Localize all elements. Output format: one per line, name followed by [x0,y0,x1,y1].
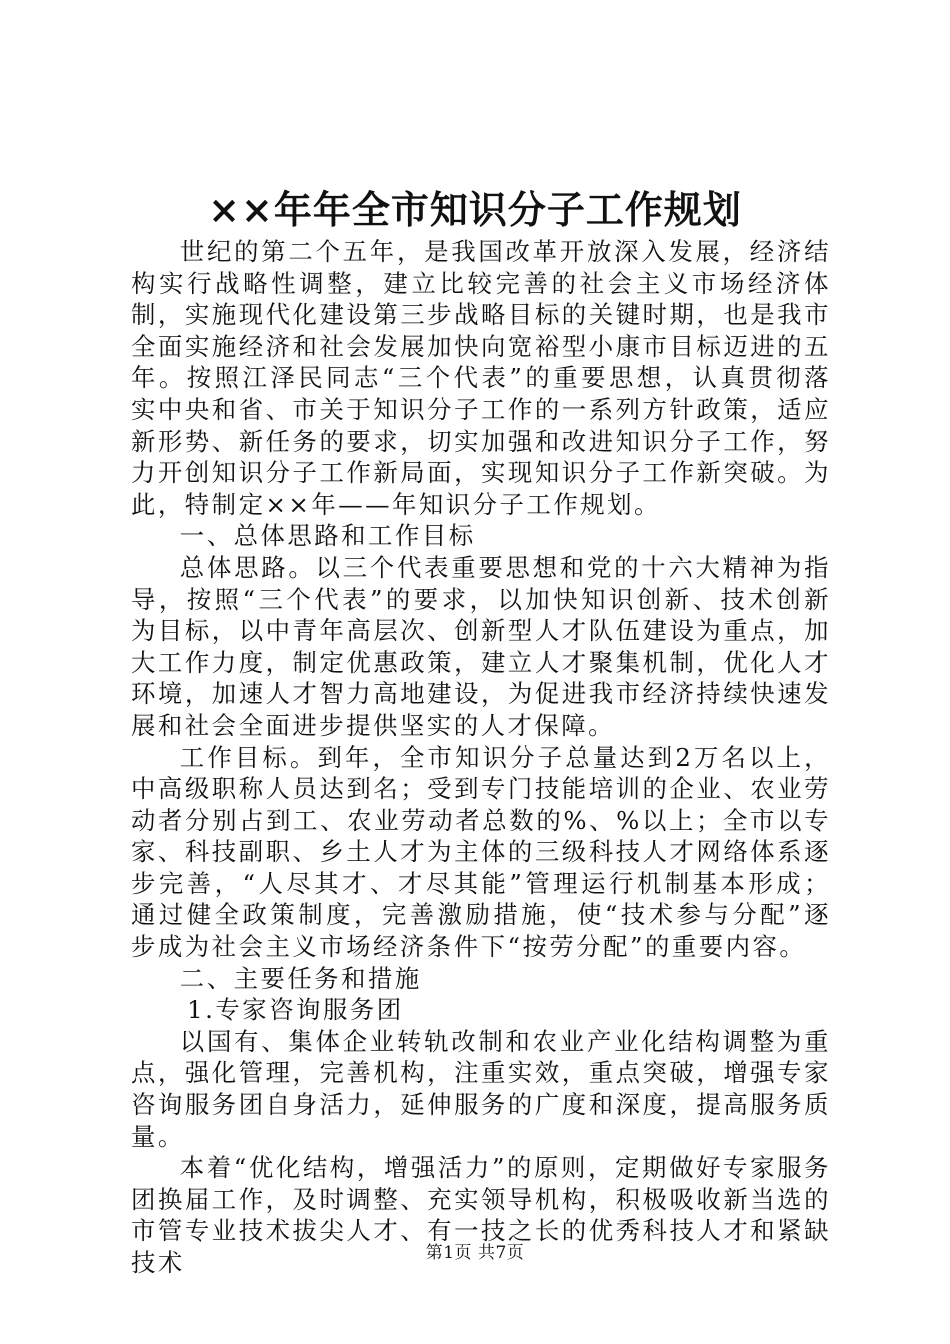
expert-service-paragraph-1: 以国有、集体企业转轨改制和农业产业化结构调整为重点，强化管理，完善机构，注重实效，重点突破，增强专家咨询服务团自身活力，延伸服务的广度和深度，提高服务质量。 [131,1026,831,1151]
section-heading-1: 一、总体思路和工作目标 [179,521,476,551]
subsection-heading-1: 1.专家咨询服务团 [187,995,404,1025]
page-footer: 第1页 共7页 [425,1243,525,1263]
work-goals-paragraph: 工作目标。到年，全市知识分子总量达到2万名以上，中高级职称人员达到名；受到专门技能培训的企业、农业劳动者分别占到工、农业劳动者总数的%、%以上；全市以专家、科技副职、乡土人才为主体的三级科技人才网络体系逐步完善，“人尽其才、才尽其能”管理运行机制基本形成；通过健全政策制度，完善激励措施，使“技术参与分配”逐步成为社会主义市场经济条件下“按劳分配”的重要内容。 [131,742,831,962]
document-body [131,236,831,1279]
section-heading-2: 二、主要任务和措施 [179,963,422,993]
general-approach-paragraph: 总体思路。以三个代表重要思想和党的十六大精神为指导，按照“三个代表”的要求，以加快知识创新、技术创新为目标，以中青年高层次、创新型人才队伍建设为重点，加大工作力度，制定优惠政策，建立人才聚集机制，优化人才环境，加速人才智力高地建设，为促进我市经济持续快速发展和社会全面进步提供坚实的人才保障。 [131,552,831,740]
document-title: ××年年全市知识分子工作规划 [208,187,742,232]
expert-service-paragraph-2: 本着“优化结构，增强活力”的原则，定期做好专家服务团换届工作，及时调整、充实领导机构，积极吸收新当选的市管专业技术拔尖人才、有一技之长的优秀科技人才和紧缺技术 [131,1153,831,1277]
intro-paragraph: 世纪的第二个五年，是我国改革开放深入发展，经济结构实行战略性调整，建立比较完善的社会主义市场经济体制，实施现代化建设第三步战略目标的关键时期，也是我市全面实施经济和社会发展加快向宽裕型小康市目标迈进的五年。按照江泽民同志“三个代表”的重要思想，认真贯彻落实中央和省、市关于知识分子工作的一系列方针政策，适应新形势、新任务的要求，切实加强和改进知识分子工作，努力开创知识分子工作新局面，实现知识分子工作新突破。为此，特制定××年——年知识分子工作规划。 [131,237,831,519]
